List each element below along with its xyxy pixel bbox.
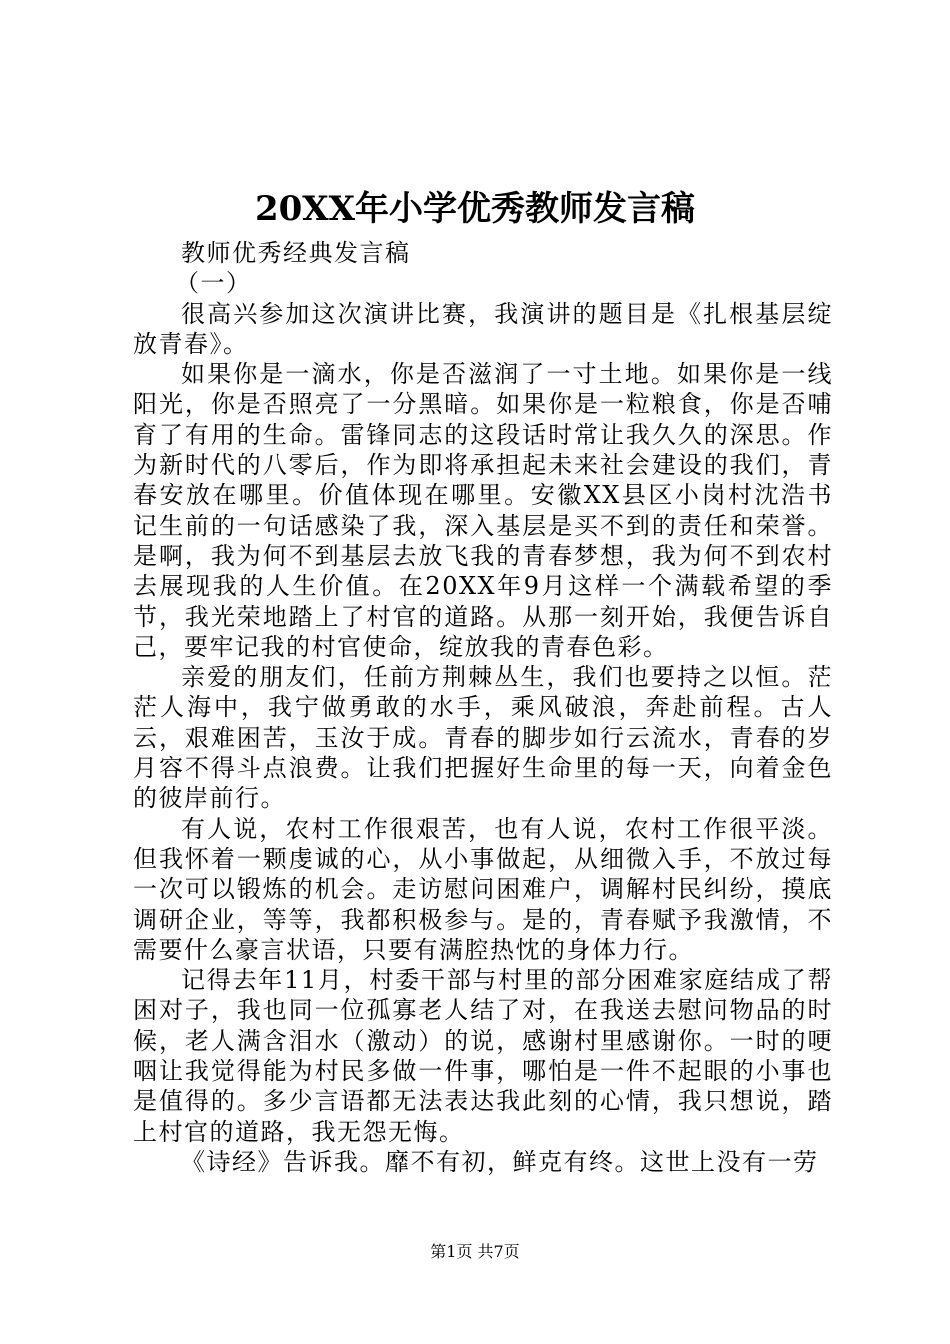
document-body: [133, 238, 833, 1177]
subtitle-paragraph: 教师优秀经典发言稿: [181, 239, 411, 267]
document-title: 20XX年小学优秀教师发言稿: [254, 189, 696, 229]
body-paragraph: 《诗经》告诉我。靡不有初，鲜克有终。这世上没有一劳: [181, 1147, 819, 1176]
body-paragraph: 有人说，农村工作很艰苦，也有人说，农村工作很平淡。但我怀着一颗虔诚的心，从小事做起，从细微入手，不放过每一次可以锻炼的机会。走访慰问困难户，调解村民纠纷，摸底调研企业，等等，我都积极参与。是的，青春赋予我激情，不需要什么豪言状语，只要有满腔热忱的身体力行。: [133, 814, 833, 964]
body-paragraph: 如果你是一滴水，你是否滋润了一寸土地。如果你是一线阳光，你是否照亮了一分黑暗。如果你是一粒粮食，你是否哺育了有用的生命。雷锋同志的这段话时常让我久久的深思。作为新时代的八零后，作为即将承担起未来社会建设的我们，青春安放在哪里。价值体现在哪里。安徽XX县区小岗村沈浩书记生前的一句话感染了我，深入基层是买不到的责任和荣誉。是啊，我为何不到基层去放飞我的青春梦想，我为何不到农村去展现我的人生价值。在20XX年9月这样一个满载希望的季节，我光荣地踏上了村官的道路。从那一刻开始，我便告诉自己，要牢记我的村官使命，绽放我的青春色彩。: [133, 360, 833, 661]
body-paragraph: 记得去年11月，村委干部与村里的部分困难家庭结成了帮困对子，我也同一位孤寡老人结了对，在我送去慰问物品的时候，老人满含泪水（激动）的说，感谢村里感谢你。一时的哽咽让我觉得能为村民多做一件事，哪怕是一件不起眼的小事也是值得的。多少言语都无法表达我此刻的心情，我只想说，踏上村官的道路，我无怨无悔。: [133, 966, 833, 1146]
section-marker: （一）: [175, 269, 252, 298]
body-paragraph: 亲爱的朋友们，任前方荆棘丛生，我们也要持之以恒。茫茫人海中，我宁做勇敢的水手，乘风破浪，奔赴前程。古人云，艰难困苦，玉汝于成。青春的脚步如行云流水，青春的岁月容不得斗点浪费。让我们把握好生命里的每一天，向着金色的彼岸前行。: [133, 663, 833, 813]
body-paragraph: 很高兴参加这次演讲比赛，我演讲的题目是《扎根基层绽放青春》。: [133, 299, 833, 358]
page-footer: 第1页 共7页: [430, 1242, 520, 1261]
